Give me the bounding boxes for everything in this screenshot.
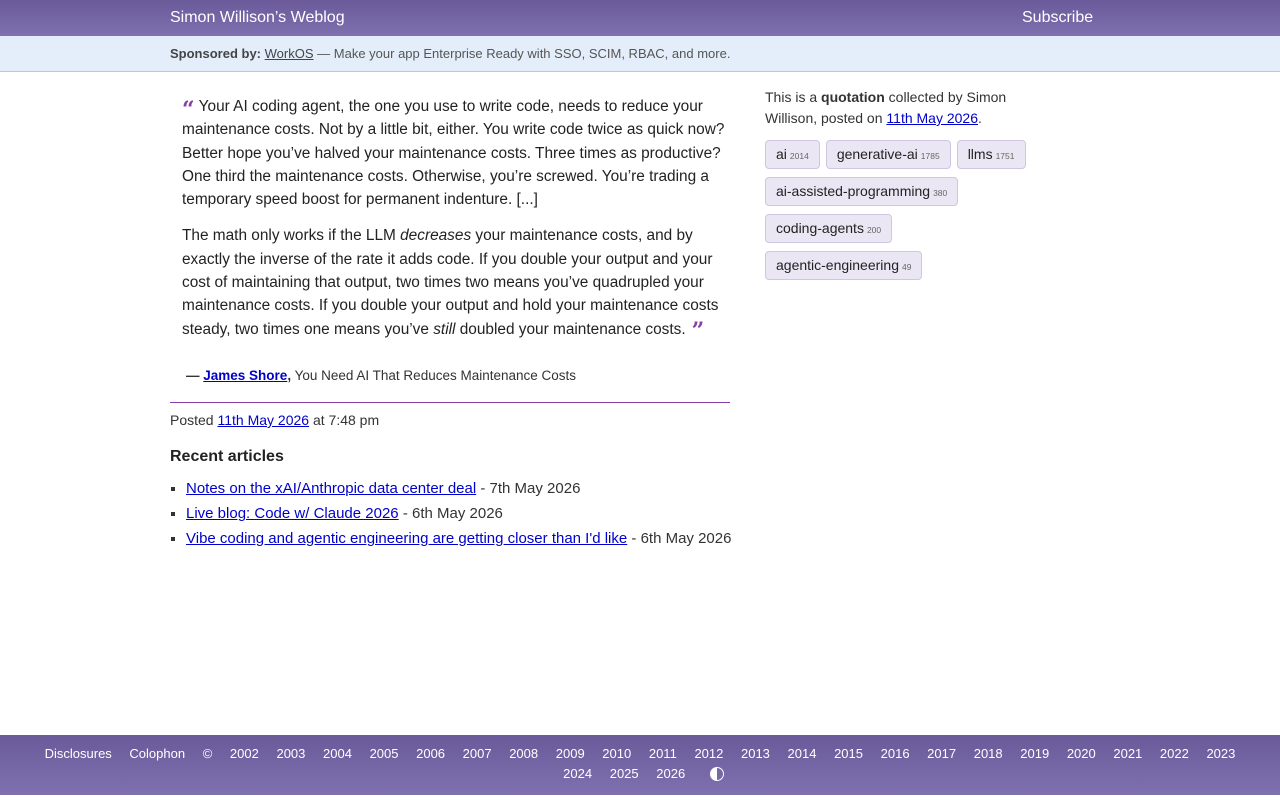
site-title-link[interactable]: Simon Willison’s Weblog bbox=[170, 9, 345, 26]
list-item bbox=[186, 502, 736, 525]
blockquote bbox=[182, 95, 732, 354]
tag-count: 1751 bbox=[995, 151, 1015, 161]
subscribe-link[interactable]: Subscribe bbox=[1022, 9, 1094, 26]
year-link[interactable]: 2021 bbox=[1113, 746, 1143, 761]
colophon-link[interactable]: Colophon bbox=[129, 746, 186, 761]
tag-count: 380 bbox=[933, 188, 948, 198]
year-link[interactable]: 2015 bbox=[834, 746, 863, 761]
year-link[interactable]: 2017 bbox=[927, 746, 957, 761]
tag-label: agentic-engineering bbox=[776, 257, 899, 273]
year-link[interactable]: 2007 bbox=[462, 746, 492, 761]
year-link[interactable]: 2010 bbox=[602, 746, 632, 761]
open-quote-icon: “ bbox=[182, 97, 195, 123]
site-footer bbox=[0, 735, 1280, 795]
tag-agentic-engineering[interactable] bbox=[765, 251, 922, 280]
sponsor-text: — Make your app Enterprise Ready with SSO, SCIM, RBAC, and more. bbox=[317, 46, 731, 61]
quote-emphasis-2: still bbox=[433, 320, 456, 338]
tag-ai[interactable] bbox=[765, 140, 820, 169]
year-link[interactable]: 2004 bbox=[323, 746, 352, 761]
tag-llms[interactable] bbox=[957, 140, 1026, 169]
contrast-icon[interactable] bbox=[710, 767, 724, 781]
year-link[interactable]: 2019 bbox=[1020, 746, 1050, 761]
year-link[interactable]: 2006 bbox=[416, 746, 446, 761]
quote-text-1: Your AI coding agent, the one you use to write code, needs to reduce your maintenance costs. Not by a little bit, either. You write code twice as quick now? Better hope you’ve halved your maintenance costs. Three times as productive? One third the maintenance costs. Otherwise, you’re screwed. You’re trading a temporary speed boost for permanent indenture. [...] bbox=[182, 98, 725, 209]
recent-article-link[interactable]: Live blog: Code w/ Claude 2026 bbox=[186, 505, 399, 522]
sidebar-type: quotation bbox=[821, 89, 885, 105]
posted-label: Posted bbox=[170, 412, 214, 428]
year-link[interactable]: 2014 bbox=[787, 746, 817, 761]
sponsor-banner bbox=[0, 36, 1280, 72]
tag-label: ai bbox=[776, 146, 787, 162]
list-item bbox=[186, 477, 736, 500]
sidebar-text-a: This is a bbox=[765, 89, 822, 105]
site-header bbox=[0, 0, 1280, 36]
tag-label: generative-ai bbox=[836, 146, 918, 162]
divider bbox=[170, 402, 730, 403]
year-link[interactable]: 2009 bbox=[555, 746, 585, 761]
year-link[interactable]: 2026 bbox=[656, 766, 686, 781]
year-link[interactable]: 2016 bbox=[880, 746, 910, 761]
year-link[interactable]: 2020 bbox=[1066, 746, 1096, 761]
close-quote-icon: ” bbox=[691, 317, 705, 344]
recent-article-date: - 6th May 2026 bbox=[627, 530, 732, 547]
tag-generative-ai[interactable] bbox=[826, 140, 951, 169]
disclosures-link[interactable]: Disclosures bbox=[44, 746, 112, 761]
year-link[interactable]: 2011 bbox=[648, 746, 677, 761]
tag-count: 1785 bbox=[920, 151, 940, 161]
sponsor-link[interactable]: WorkOS bbox=[264, 46, 314, 61]
sidebar-intro bbox=[765, 87, 1025, 129]
posted-line bbox=[170, 412, 379, 428]
quote-emphasis-1: decreases bbox=[400, 227, 472, 245]
year-link[interactable]: 2013 bbox=[740, 746, 770, 761]
cite-dash: — bbox=[186, 368, 200, 383]
recent-articles-list bbox=[186, 477, 736, 552]
footer-row-2 bbox=[0, 766, 1280, 781]
quote-text-2a: The math only works if the LLM bbox=[182, 227, 401, 245]
posted-time: at 7:48 pm bbox=[312, 412, 380, 428]
quote-paragraph-2 bbox=[182, 224, 732, 344]
list-item bbox=[186, 527, 736, 550]
tag-label: coding-agents bbox=[776, 220, 864, 236]
year-link[interactable]: 2022 bbox=[1159, 746, 1189, 761]
recent-articles-heading: Recent articles bbox=[170, 448, 284, 465]
quote-text-2b: your maintenance costs, and by exactly the inverse of the rate it adds code. If you double your output and your cost of maintaining that output, two times two means you’ve quadrupled your maintenance costs. If you double your output and hold your maintenance costs steady, two times one means you’ve bbox=[182, 227, 719, 338]
year-link[interactable]: 2024 bbox=[563, 766, 593, 781]
tag-label: llms bbox=[967, 146, 993, 162]
year-link[interactable]: 2002 bbox=[229, 746, 259, 761]
tag-label: ai-assisted-programming bbox=[776, 183, 931, 199]
tag-count: 200 bbox=[866, 225, 882, 235]
year-link[interactable]: 2012 bbox=[694, 746, 724, 761]
tag-count: 2014 bbox=[789, 151, 809, 161]
tag-count: 49 bbox=[901, 262, 912, 272]
year-link[interactable]: 2003 bbox=[276, 746, 306, 761]
tag-list bbox=[765, 140, 1065, 288]
year-link[interactable]: 2025 bbox=[609, 766, 639, 781]
quote-paragraph-1 bbox=[182, 95, 732, 211]
year-link[interactable]: 2023 bbox=[1206, 746, 1236, 761]
sponsor-label: Sponsored by: bbox=[170, 46, 262, 61]
source-title: You Need AI That Reduces Maintenance Costs bbox=[294, 368, 577, 383]
posted-date-link[interactable]: 11th May 2026 bbox=[217, 412, 310, 428]
quote-text-2c: doubled your maintenance costs. bbox=[455, 320, 686, 338]
footer-row-1 bbox=[0, 746, 1280, 761]
year-link[interactable]: 2005 bbox=[369, 746, 399, 761]
sidebar-period: . bbox=[978, 110, 982, 126]
year-link[interactable]: 2018 bbox=[973, 746, 1003, 761]
recent-article-date: - 7th May 2026 bbox=[476, 480, 581, 497]
author-link[interactable]: James Shore bbox=[203, 368, 288, 383]
cite-comma: , bbox=[287, 368, 292, 383]
tag-ai-assisted-programming[interactable] bbox=[765, 177, 958, 206]
year-link[interactable]: 2008 bbox=[509, 746, 539, 761]
recent-article-link[interactable]: Notes on the xAI/Anthropic data center deal bbox=[186, 480, 477, 497]
quote-citation bbox=[186, 368, 576, 383]
sidebar-text-c: collected by Simon Willison, posted on bbox=[765, 89, 1007, 126]
recent-article-date: - 6th May 2026 bbox=[398, 505, 503, 522]
sidebar-date-link[interactable]: 11th May 2026 bbox=[886, 110, 978, 126]
copyright-link[interactable]: © bbox=[202, 746, 213, 761]
recent-article-link[interactable]: Vibe coding and agentic engineering are getting closer than I'd like bbox=[186, 530, 628, 547]
tag-coding-agents[interactable] bbox=[765, 214, 892, 243]
